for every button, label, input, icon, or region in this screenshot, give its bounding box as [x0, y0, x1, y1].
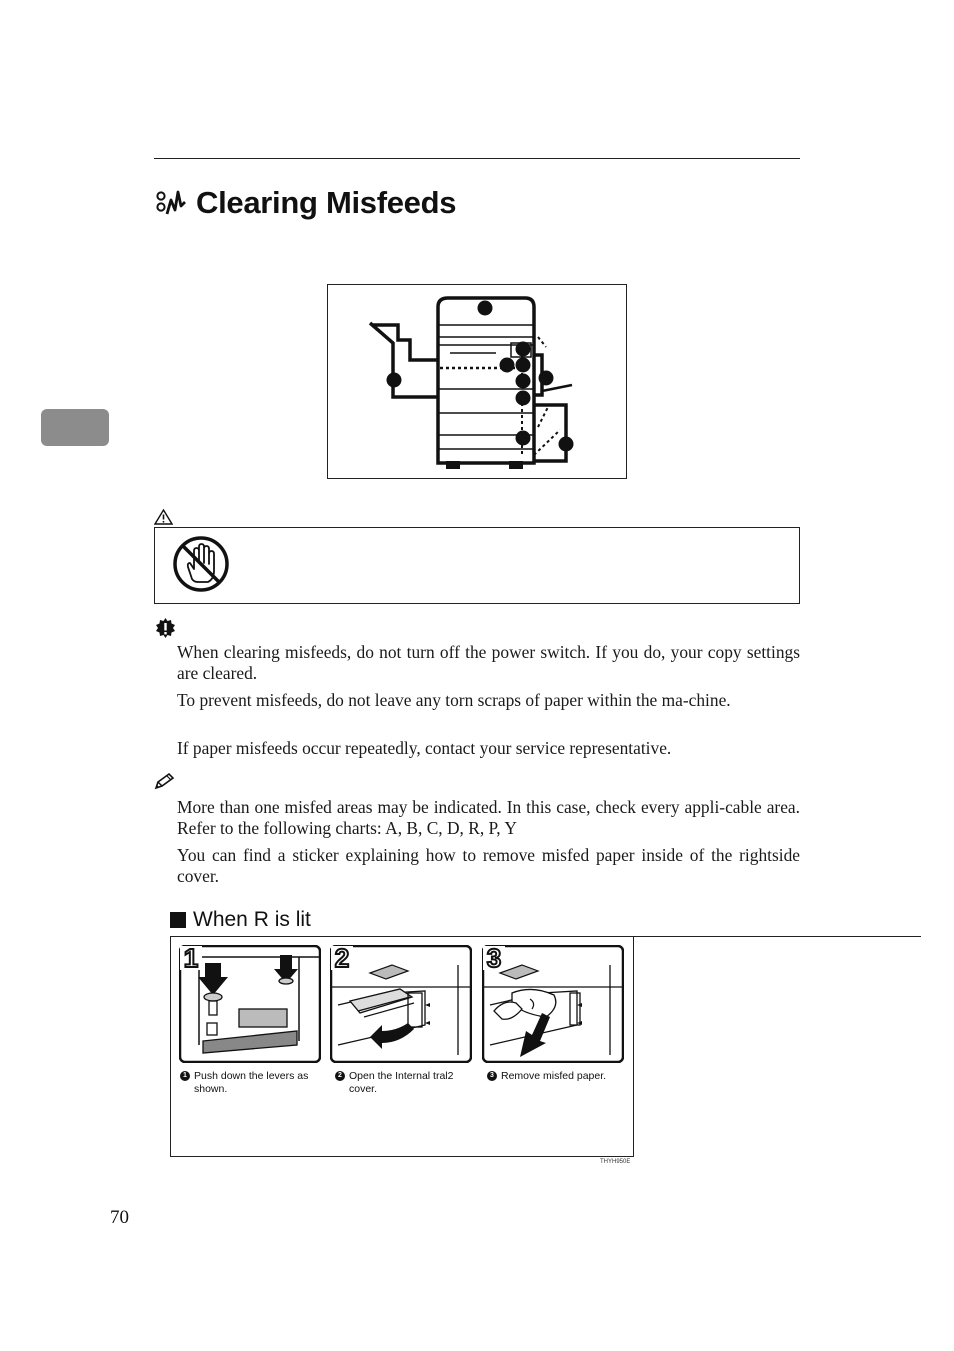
caution-box	[154, 527, 800, 604]
step-3-caption-number: 3	[487, 1071, 497, 1081]
important-paragraph-2: To prevent misfeeds, do not leave any torn scraps of paper within the ma-chine.	[177, 690, 731, 710]
step-3-illustration	[482, 945, 624, 1063]
no-touch-hand-icon	[172, 535, 230, 593]
step-2-caption-text: Open the Internal tral2 cover.	[349, 1070, 454, 1095]
note-paragraph-2: You can find a sticker explaining how to remove misfed paper inside of the rightside cover.	[177, 845, 800, 886]
section-heading	[170, 907, 311, 933]
step-2-illustration	[330, 945, 472, 1063]
machine-misfeed-location-figure	[327, 284, 627, 479]
step-3-caption-text: Remove misfed paper.	[501, 1070, 607, 1082]
section-heading-text: When R is lit	[193, 908, 311, 931]
important-paragraph-1: When clearing misfeeds, do not turn off the power switch. If you do, your copy settings are cleared.	[177, 642, 800, 683]
step-2-caption-number: 2	[335, 1071, 345, 1081]
step-1-caption	[180, 1070, 320, 1096]
section-square-icon	[170, 912, 186, 928]
warning-triangle-icon	[154, 509, 173, 525]
page-title	[154, 181, 456, 225]
step-1-number: 1	[180, 946, 202, 970]
important-paragraph-3: If paper misfeeds occur repeatedly, contact your service representative.	[177, 738, 672, 758]
note-paragraph-1: More than one misfed areas may be indicated. In this case, check every appli-cable area. Refer to the following charts: A, B, C, D, R, P, Y	[177, 797, 800, 838]
page-title-text: Clearing Misfeeds	[196, 185, 457, 220]
step-1-caption-number: 1	[180, 1071, 190, 1081]
top-rule	[154, 158, 800, 159]
figure-code: THYH950E	[600, 1159, 631, 1165]
misfeed-icon	[154, 188, 188, 218]
step-3-caption	[487, 1070, 627, 1083]
step-1-illustration	[179, 945, 321, 1063]
page-number: 70	[110, 1207, 129, 1228]
step-2-number: 2	[331, 946, 353, 970]
step-1-caption-text: Push down the levers as shown.	[194, 1070, 309, 1095]
pencil-note-icon	[154, 772, 176, 790]
step-3-number: 3	[483, 946, 505, 970]
chapter-tab	[41, 409, 109, 446]
step-2-caption	[335, 1070, 470, 1096]
important-icon	[155, 617, 176, 639]
